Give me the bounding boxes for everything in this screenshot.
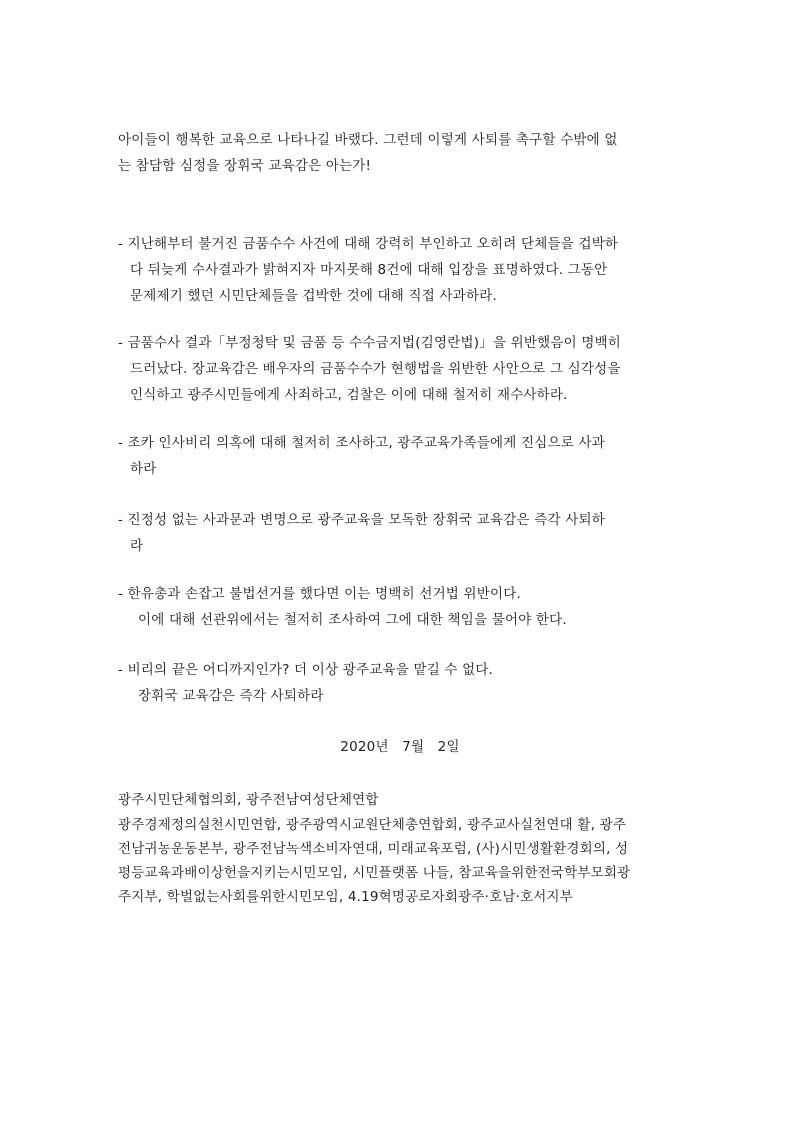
demand-line: 하라 bbox=[130, 461, 157, 477]
demand-line: 장휘국 교육감은 즉각 사퇴하라 bbox=[138, 688, 324, 704]
demand-line: 드러났다. 장교육감은 배우자의 금품수수가 현행법을 위반한 사안으로 그 심각성을 bbox=[130, 361, 621, 377]
demand-line: 인식하고 광주시민들에게 사죄하고, 검찰은 이에 대해 철저히 재수사하라. bbox=[130, 387, 568, 403]
demand-line: 문제제기 했던 시민단체들을 겁박한 것에 대해 직접 사과하라. bbox=[130, 288, 497, 304]
demand-line: - 진정성 없는 사과문과 변명으로 광주교육을 모독한 장휘국 교육감은 즉각 사퇴하 bbox=[118, 512, 605, 528]
intro-line: 는 참담함 심정을 장휘국 교육감은 아는가! bbox=[118, 158, 372, 174]
demand-line: - 지난해부터 불거진 금품수수 사건에 대해 강력히 부인하고 오히려 단체들을 겁박하 bbox=[118, 236, 619, 252]
demand-line: - 비리의 끝은 어디까지인가? 더 이상 광주교육을 맡길 수 없다. bbox=[118, 662, 494, 678]
signatory-line: 평등교육과배이상헌을지키는시민모임, 시민플랫폼 나들, 참교육을위한전국학부모회광 bbox=[118, 865, 631, 881]
signatory-line: 광주경제정의실천시민연합, 광주광역시교원단체총연합회, 광주교사실천연대 활, 광주 bbox=[118, 817, 627, 833]
demand-line: - 한유총과 손잡고 불법선거를 했다면 이는 명백히 선거법 위반이다. bbox=[118, 586, 521, 602]
signatory-line: 주지부, 학벌없는사회를위한시민모임, 4.19혁명공로자회광주·호남·호서지부 bbox=[118, 889, 574, 905]
demand-line: 라 bbox=[130, 538, 144, 554]
signatory-line: 전남귀농운동본부, 광주전남녹색소비자연대, 미래교육포럼, (사)시민생활환경회의, 성 bbox=[118, 841, 629, 857]
signatory-line: 광주시민단체협의회, 광주전남여성단체연합 bbox=[118, 792, 379, 808]
demand-line: - 조카 인사비리 의혹에 대해 철저히 조사하고, 광주교육가족들에게 진심으로 사과 bbox=[118, 435, 605, 451]
demand-line: - 금품수사 결과「부정청탁 및 금품 등 수수금지법(김영란법)」을 위반했음이 명백히 bbox=[118, 335, 622, 351]
statement-date: 2020년 7월 2일 bbox=[340, 739, 460, 755]
demand-line: 이에 대해 선관위에서는 철저히 조사하여 그에 대한 책임을 물어야 한다. bbox=[138, 612, 567, 628]
intro-line: 아이들이 행복한 교육으로 나타나길 바랬다. 그런데 이렇게 사퇴를 촉구할 수밖에 없 bbox=[118, 132, 618, 148]
demand-line: 다 뒤늦게 수사결과가 밝혀지자 마지못해 8건에 대해 입장을 표명하였다. 그동안 bbox=[130, 262, 608, 278]
